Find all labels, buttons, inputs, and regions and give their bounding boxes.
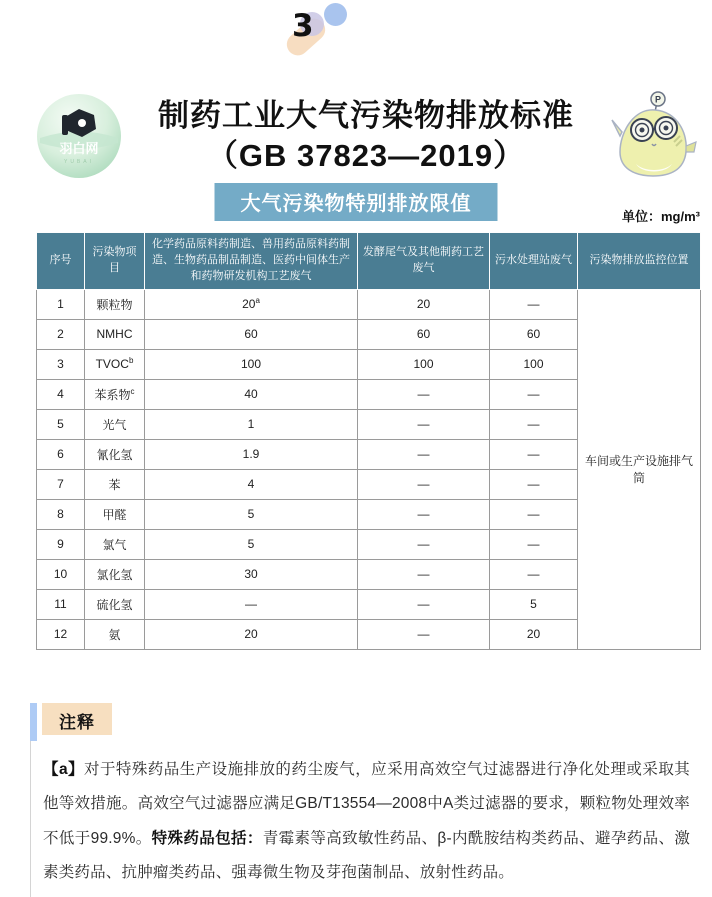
table-cell: 5 <box>145 529 358 559</box>
title-line-2: （GB 37823—2019） <box>206 138 526 173</box>
column-header-wastewater: 污水处理站废气 <box>490 233 578 290</box>
table-cell: 2 <box>37 319 85 349</box>
table-cell: 硫化氢 <box>85 589 145 619</box>
table-cell: 1 <box>145 409 358 439</box>
table-cell: 7 <box>37 469 85 499</box>
page-title <box>132 96 600 175</box>
table-cell: 100 <box>358 349 490 379</box>
table-cell: — <box>358 379 490 409</box>
mascot-illustration <box>608 90 698 182</box>
table-cell: 4 <box>145 469 358 499</box>
table-cell: 光气 <box>85 409 145 439</box>
table-cell: 20 <box>490 619 578 649</box>
table-cell: 60 <box>358 319 490 349</box>
table-cell: 氰化氢 <box>85 439 145 469</box>
svg-text:P: P <box>654 94 662 105</box>
column-header-index: 序号 <box>37 233 85 290</box>
column-header-monitoring: 污染物排放监控位置 <box>578 233 701 290</box>
note-bold-label: 特殊药品包括： <box>151 829 263 847</box>
logo-subtext: YUBAI <box>63 159 95 165</box>
table-cell: 氯气 <box>85 529 145 559</box>
table-cell: 8 <box>37 499 85 529</box>
logo-sphere-icon <box>34 91 124 181</box>
table-cell: 20 <box>145 619 358 649</box>
table-cell: NMHC <box>85 319 145 349</box>
pollutant-table-body <box>37 289 701 649</box>
table-cell: — <box>490 289 578 319</box>
table-cell: 1.9 <box>145 439 358 469</box>
table-cell: 100 <box>490 349 578 379</box>
table-cell: — <box>358 469 490 499</box>
notes-heading: 注释 <box>42 703 112 735</box>
header <box>34 88 698 184</box>
table-cell: — <box>358 619 490 649</box>
table-cell: — <box>490 529 578 559</box>
bird-mascot-icon <box>608 90 698 182</box>
note-text-part1: 对于特殊药品生产设施排放的药尘废气，应采用高效空气过滤器进行净化处理或采取其他等效措施。高效空气过滤器应满足GB/T13554—2008中A类过滤器的要求，颗粒物处理效率不低于99.9%。 <box>43 761 690 847</box>
table-cell: 苯 <box>85 469 145 499</box>
table-cell: 10 <box>37 559 85 589</box>
blue-dot-decoration <box>324 3 347 26</box>
column-header-pollutant: 污染物项目 <box>85 233 145 290</box>
notes-section <box>30 703 692 897</box>
table-cell: TVOC$^b$ <box>85 349 145 379</box>
table-cell: 30 <box>145 559 358 589</box>
table-cell: — <box>490 469 578 499</box>
table-cell: 5 <box>145 499 358 529</box>
table-header <box>37 233 701 290</box>
table-cell: 氨 <box>85 619 145 649</box>
table-cell: — <box>490 409 578 439</box>
section-banner: 大气污染物特别排放限值 <box>215 183 498 221</box>
table-cell: — <box>490 499 578 529</box>
logo-name-text: 羽白网 <box>59 141 99 156</box>
table-cell: — <box>358 499 490 529</box>
table-cell: 氯化氢 <box>85 559 145 589</box>
yubai-logo <box>34 91 124 181</box>
column-header-chemical-api: 化学药品原料药制造、兽用药品原料药制造、生物药品制品制造、医药中间体生产和药物研发机构工艺废气 <box>145 233 358 290</box>
table-cell: 6 <box>37 439 85 469</box>
note-a-text <box>43 753 690 891</box>
notes-body <box>30 741 692 897</box>
table-cell: — <box>490 559 578 589</box>
table-cell: 100 <box>145 349 358 379</box>
table-cell: 颗粒物 <box>85 289 145 319</box>
note-marker: 【a】 <box>43 761 84 778</box>
table-cell: — <box>358 589 490 619</box>
monitoring-location-cell: 车间或生产设施排气筒 <box>578 289 701 649</box>
table-cell: 5 <box>37 409 85 439</box>
table-cell: 40 <box>145 379 358 409</box>
table-row <box>37 289 701 319</box>
emission-limits-table <box>36 232 701 650</box>
table-cell: 甲醛 <box>85 499 145 529</box>
table-cell: 20 <box>358 289 490 319</box>
table-cell: 11 <box>37 589 85 619</box>
table-cell: — <box>358 409 490 439</box>
table-cell: — <box>490 379 578 409</box>
table-cell: 20$^a$ <box>145 289 358 319</box>
table-cell: — <box>490 439 578 469</box>
notes-accent-bar <box>30 703 37 741</box>
column-header-fermentation: 发酵尾气及其他制药工艺废气 <box>358 233 490 290</box>
table-cell: — <box>145 589 358 619</box>
table-cell: 60 <box>490 319 578 349</box>
table-cell: — <box>358 559 490 589</box>
table-cell: — <box>358 529 490 559</box>
table-cell: 60 <box>145 319 358 349</box>
table-cell: 9 <box>37 529 85 559</box>
page-number-decoration <box>278 0 368 62</box>
unit-label: 单位：mg/m³ <box>621 209 700 224</box>
table-cell: 1 <box>37 289 85 319</box>
title-line-1: 制药工业大气污染物排放标准 <box>158 98 574 134</box>
page-number: 3 <box>292 8 314 44</box>
table-cell: 5 <box>490 589 578 619</box>
table-cell: 苯系物$^c$ <box>85 379 145 409</box>
note-text-part2: 青霉素等高致敏性药品、β-内酰胺结构类药品、避孕药品、激素类药品、抗肿瘤类药品、强毒微生物及芽孢菌制品、放射性药品。 <box>43 829 691 882</box>
table-cell: — <box>358 439 490 469</box>
table-cell: 12 <box>37 619 85 649</box>
table-cell: 4 <box>37 379 85 409</box>
table-cell: 3 <box>37 349 85 379</box>
